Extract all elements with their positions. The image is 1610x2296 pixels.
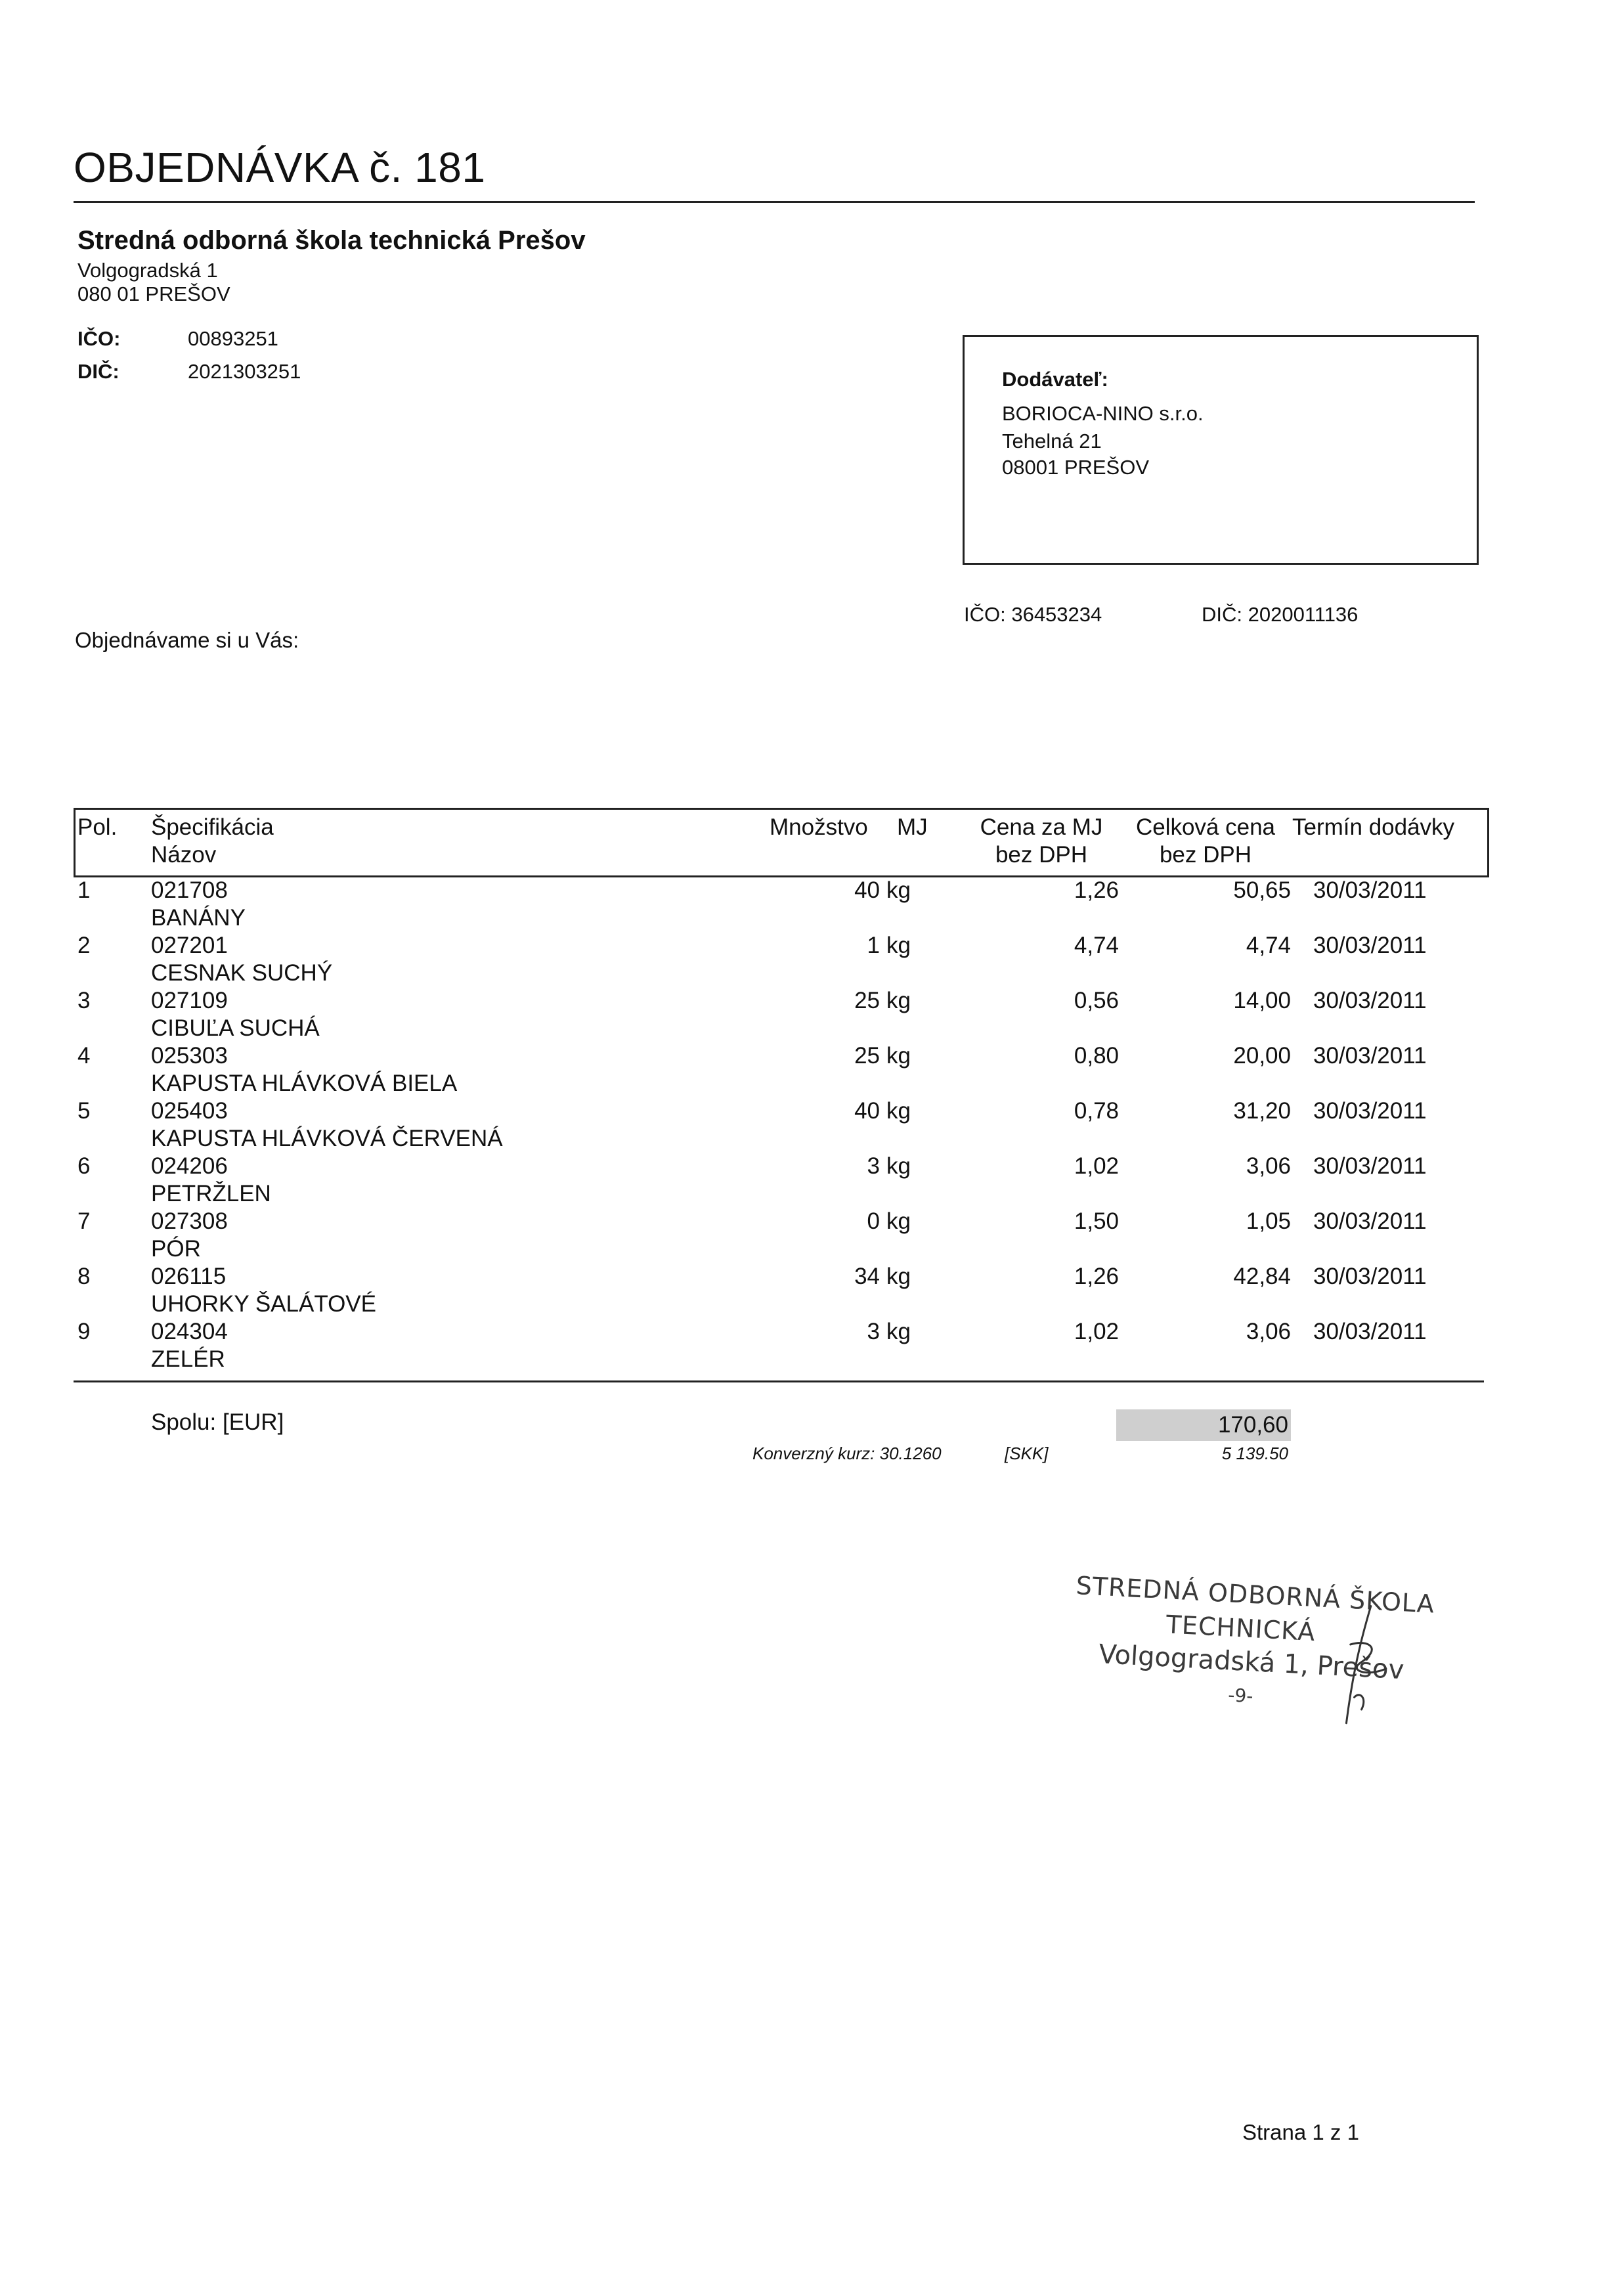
row-qty: 25 — [854, 1043, 880, 1069]
row-qty: 25 — [854, 988, 880, 1013]
row-price: 0,78 — [1074, 1098, 1119, 1124]
total-skk: 5 139.50 — [1221, 1444, 1288, 1463]
supplier-label: Dodávateľ: — [1002, 368, 1108, 391]
row-qty: 34 — [854, 1264, 880, 1289]
buyer-city: 080 01 PREŠOV — [77, 282, 230, 305]
document-title: OBJEDNÁVKA č. 181 — [74, 144, 486, 191]
row-total: 4,74 — [1246, 933, 1291, 958]
row-total: 3,06 — [1246, 1153, 1291, 1179]
stamp-line-3: Volgogradská 1, Prešov — [1098, 1639, 1405, 1686]
page-number: Strana 1 z 1 — [1242, 2120, 1359, 2144]
buyer-dic-label: DIČ: — [77, 360, 120, 383]
row-unit: kg — [886, 1153, 911, 1179]
buyer-street: Volgogradská 1 — [77, 259, 218, 282]
row-name: PÓR — [151, 1236, 201, 1262]
supplier-name: BORIOCA-NINO s.r.o. — [1002, 402, 1204, 425]
row-code: 025403 — [151, 1098, 228, 1124]
row-total: 14,00 — [1233, 988, 1291, 1013]
row-date: 30/03/2011 — [1313, 877, 1427, 903]
row-total: 3,06 — [1246, 1319, 1291, 1344]
row-pol: 3 — [77, 988, 91, 1013]
total-label: Spolu: [EUR] — [151, 1409, 284, 1435]
row-date: 30/03/2011 — [1313, 933, 1427, 958]
row-unit: kg — [886, 988, 911, 1013]
row-price: 1,02 — [1074, 1153, 1119, 1179]
row-total: 31,20 — [1233, 1098, 1291, 1124]
col-header-cena-mj: Cena za MJ — [980, 814, 1103, 840]
row-code: 024304 — [151, 1319, 228, 1344]
row-name: PETRŽLEN — [151, 1181, 271, 1206]
row-pol: 8 — [77, 1264, 91, 1289]
row-price: 1,50 — [1074, 1208, 1119, 1234]
row-unit: kg — [886, 1319, 911, 1344]
buyer-ico: 00893251 — [188, 327, 278, 350]
order-intro: Objednávame si u Vás: — [75, 628, 299, 652]
row-qty: 40 — [854, 1098, 880, 1124]
buyer-name: Stredná odborná škola technická Prešov — [77, 226, 586, 255]
col-header-celkova: Celková cena — [1135, 814, 1276, 840]
col-header-spec: Špecifikácia — [151, 814, 274, 840]
row-name: CESNAK SUCHÝ — [151, 960, 333, 986]
stamp-line-2: TECHNICKÁ — [1165, 1610, 1316, 1647]
row-total: 42,84 — [1233, 1264, 1291, 1289]
col-header-nazov: Názov — [151, 842, 217, 868]
row-price: 1,02 — [1074, 1319, 1119, 1344]
row-name: ZELÉR — [151, 1346, 225, 1372]
row-price: 4,74 — [1074, 933, 1119, 958]
row-name: BANÁNY — [151, 905, 246, 931]
row-code: 027109 — [151, 988, 228, 1013]
row-pol: 1 — [77, 877, 91, 903]
row-price: 0,80 — [1074, 1043, 1119, 1069]
row-total: 50,65 — [1233, 877, 1291, 903]
row-qty: 1 — [867, 933, 880, 958]
row-price: 0,56 — [1074, 988, 1119, 1013]
row-pol: 4 — [77, 1043, 91, 1069]
row-qty: 0 — [867, 1208, 880, 1234]
row-unit: kg — [886, 1208, 911, 1234]
stamp-line-4: -9- — [1227, 1684, 1254, 1708]
row-unit: kg — [886, 1043, 911, 1069]
row-unit: kg — [886, 1098, 911, 1124]
supplier-street: Tehelná 21 — [1002, 430, 1102, 453]
row-pol: 6 — [77, 1153, 91, 1179]
row-pol: 2 — [77, 933, 91, 958]
buyer-dic: 2021303251 — [188, 360, 301, 383]
row-pol: 5 — [77, 1098, 91, 1124]
conversion-rate: Konverzný kurz: 30.1260 — [752, 1444, 942, 1463]
row-qty: 3 — [867, 1153, 880, 1179]
row-date: 30/03/2011 — [1313, 1043, 1427, 1069]
row-code: 026115 — [151, 1264, 227, 1289]
row-date: 30/03/2011 — [1313, 988, 1427, 1013]
total-eur: 170,60 — [1116, 1409, 1291, 1441]
signature — [1318, 1597, 1404, 1733]
supplier-city: 08001 PREŠOV — [1002, 456, 1150, 479]
row-name: UHORKY ŠALÁTOVÉ — [151, 1291, 376, 1317]
row-price: 1,26 — [1074, 1264, 1119, 1289]
school-stamp — [1068, 1571, 1444, 1767]
col-header-mnozstvo: Množstvo — [770, 814, 868, 840]
row-code: 027201 — [151, 933, 228, 958]
title-divider — [74, 201, 1475, 203]
row-date: 30/03/2011 — [1313, 1264, 1427, 1289]
row-name: KAPUSTA HLÁVKOVÁ BIELA — [151, 1071, 458, 1096]
row-date: 30/03/2011 — [1313, 1098, 1427, 1124]
row-total: 20,00 — [1233, 1043, 1291, 1069]
row-code: 024206 — [151, 1153, 228, 1179]
stamp-line-1: STREDNÁ ODBORNÁ ŠKOLA — [1075, 1571, 1436, 1619]
buyer-ico-label: IČO: — [77, 327, 121, 350]
row-name: KAPUSTA HLÁVKOVÁ ČERVENÁ — [151, 1126, 503, 1151]
col-header-termin: Termín dodávky — [1292, 814, 1455, 840]
row-unit: kg — [886, 877, 911, 903]
row-date: 30/03/2011 — [1313, 1153, 1427, 1179]
row-date: 30/03/2011 — [1313, 1319, 1427, 1344]
col-header-pol: Pol. — [77, 814, 118, 840]
row-code: 027308 — [151, 1208, 228, 1234]
table-bottom-rule — [74, 1380, 1484, 1382]
col-header-cena-mj-note: bez DPH — [995, 842, 1088, 868]
row-qty: 3 — [867, 1319, 880, 1344]
row-code: 021708 — [151, 877, 228, 903]
row-date: 30/03/2011 — [1313, 1208, 1427, 1234]
row-total: 1,05 — [1246, 1208, 1291, 1234]
col-header-mj: MJ — [897, 814, 928, 840]
row-pol: 7 — [77, 1208, 91, 1234]
row-pol: 9 — [77, 1319, 91, 1344]
row-unit: kg — [886, 1264, 911, 1289]
row-unit: kg — [886, 933, 911, 958]
row-qty: 40 — [854, 877, 880, 903]
supplier-dic: DIČ: 2020011136 — [1202, 603, 1359, 626]
row-price: 1,26 — [1074, 877, 1119, 903]
row-name: CIBUĽA SUCHÁ — [151, 1015, 320, 1041]
supplier-ico: IČO: 36453234 — [964, 603, 1102, 626]
col-header-celkova-note: bez DPH — [1159, 842, 1252, 868]
skk-label: [SKK] — [1005, 1444, 1049, 1463]
row-code: 025303 — [151, 1043, 228, 1069]
